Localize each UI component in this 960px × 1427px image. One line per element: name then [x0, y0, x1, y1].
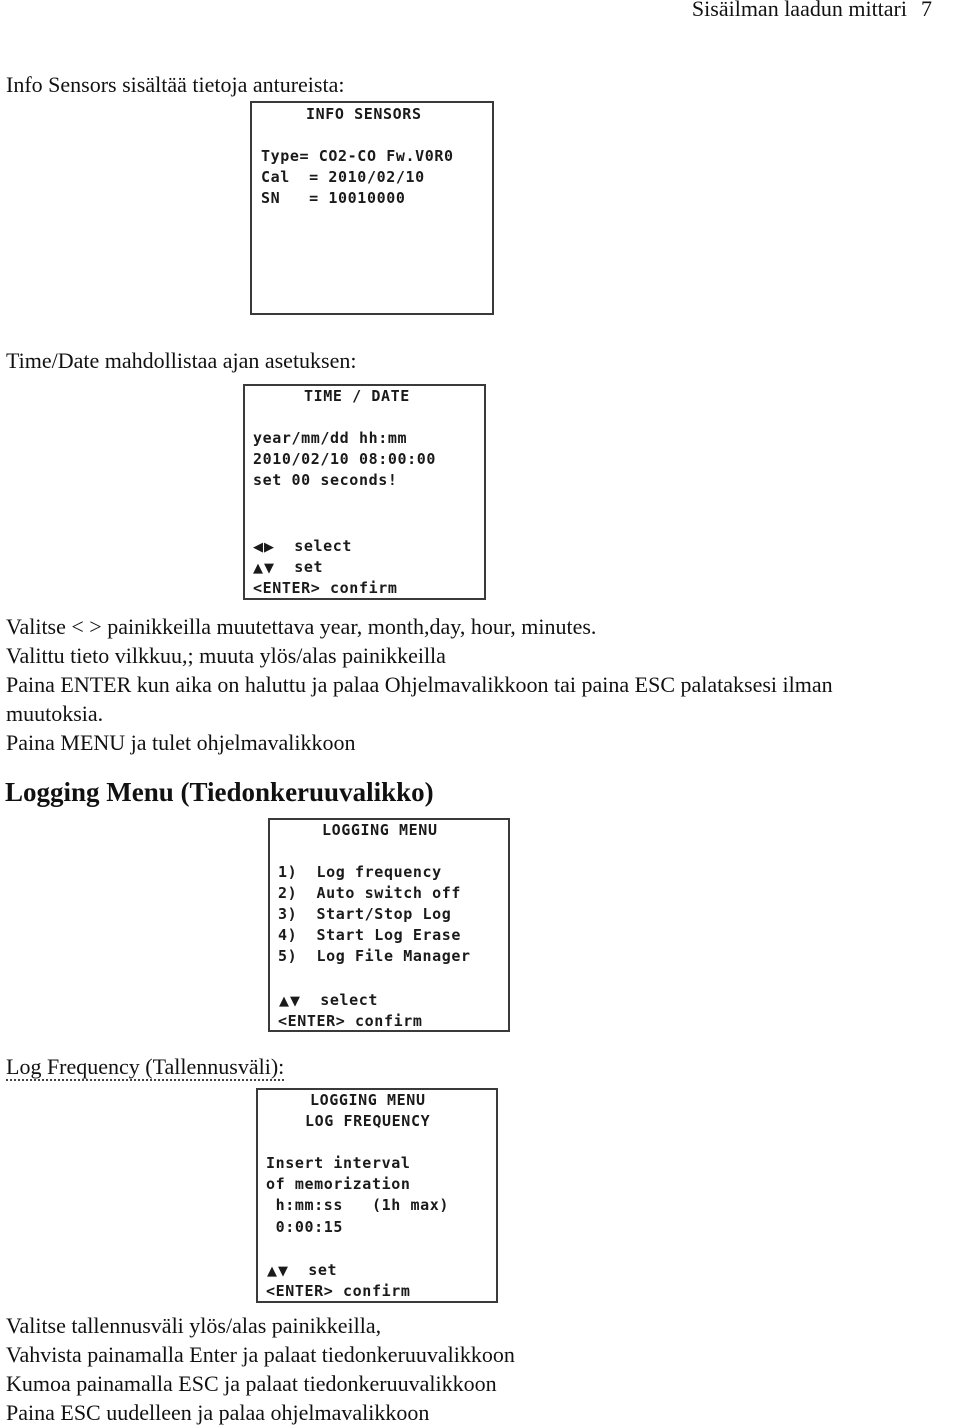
set-label: set [308, 1261, 338, 1279]
instruction-line: Paina MENU ja tulet ohjelmavalikkoon [6, 730, 356, 755]
final-instructions [6, 1311, 515, 1427]
confirm-label: <ENTER> confirm [266, 1282, 411, 1300]
screen-line: set 00 seconds! [253, 471, 398, 489]
screen-title: LOGGING MENU [310, 1091, 426, 1109]
screen-line: Type= CO2-CO Fw.V0R0 [261, 147, 454, 165]
menu-item: 4) Start Log Erase [278, 926, 461, 944]
screen-title: INFO SENSORS [306, 105, 422, 123]
screen-line: year/mm/dd hh:mm [253, 429, 408, 447]
page-header [692, 0, 932, 22]
interval-value: 0:00:15 [266, 1218, 344, 1236]
log-frequency-intro-text: Log Frequency (Tallennusväli): [6, 1054, 285, 1079]
confirm-label: <ENTER> confirm [278, 1012, 423, 1030]
up-down-arrow-icon: ▲▼ [267, 1264, 289, 1279]
select-label: select [294, 537, 353, 555]
left-right-arrow-icon: ◀▶ [253, 540, 275, 555]
confirm-label: <ENTER> confirm [253, 579, 398, 597]
instruction-line: Valitse < > painikkeilla muutettava year, month,day, hour, minutes. [6, 614, 597, 639]
screen-line: Cal = 2010/02/10 [261, 168, 425, 186]
menu-item: 3) Start/Stop Log [278, 905, 452, 923]
menu-item: 1) Log frequency [278, 863, 442, 881]
set-row [267, 1260, 337, 1282]
select-row [253, 536, 352, 558]
instruction-line: Valitse tallennusväli ylös/alas painikkeilla, [6, 1313, 382, 1338]
screen-line: SN = 10010000 [261, 189, 406, 207]
time-date-intro: Time/Date mahdollistaa ajan asetuksen: [6, 348, 357, 373]
select-label: select [320, 991, 379, 1009]
page-number: 7 [921, 0, 932, 21]
info-sensors-screen [250, 101, 494, 315]
log-frequency-intro [6, 1052, 284, 1081]
instruction-line: Paina ESC uudelleen ja palaa ohjelmavalikkoon [6, 1400, 430, 1425]
logging-menu-screen [268, 818, 510, 1032]
up-down-arrow-icon: ▲▼ [279, 994, 301, 1009]
menu-item: 2) Auto switch off [278, 884, 461, 902]
screen-subtitle: LOG FREQUENCY [305, 1112, 431, 1130]
screen-line: h:mm:ss (1h max) [266, 1196, 449, 1214]
log-frequency-screen [256, 1088, 498, 1303]
instruction-line: Paina ENTER kun aika on haluttu ja palaa Ohjelmavalikkoon tai paina ESC palataksesi ilman [6, 672, 833, 697]
screen-line: of memorization [266, 1175, 411, 1193]
set-row [253, 557, 323, 579]
instruction-line: Kumoa painamalla ESC ja palaat tiedonkeruuvalikkoon [6, 1371, 497, 1396]
set-label: set [294, 558, 324, 576]
menu-item: 5) Log File Manager [278, 947, 471, 965]
screen-title: TIME / DATE [304, 387, 410, 405]
instruction-line: Vahvista painamalla Enter ja palaat tiedonkeruuvalikkoon [6, 1342, 515, 1367]
up-down-arrow-icon: ▲▼ [253, 561, 275, 576]
instruction-line: Valittu tieto vilkkuu,; muuta ylös/alas painikkeilla [6, 643, 446, 668]
logging-menu-heading: Logging Menu (Tiedonkeruuvalikko) [5, 777, 434, 807]
header-title: Sisäilman laadun mittari [691, 0, 907, 21]
screen-line: 2010/02/10 08:00:00 [253, 450, 436, 468]
time-instructions [6, 612, 833, 757]
time-date-screen [243, 384, 486, 600]
select-row [279, 990, 378, 1012]
screen-title: LOGGING MENU [322, 821, 438, 839]
info-sensors-intro: Info Sensors sisältää tietoja antureista: [6, 72, 345, 97]
instruction-line: muutoksia. [6, 701, 104, 726]
screen-line: Insert interval [266, 1154, 411, 1172]
